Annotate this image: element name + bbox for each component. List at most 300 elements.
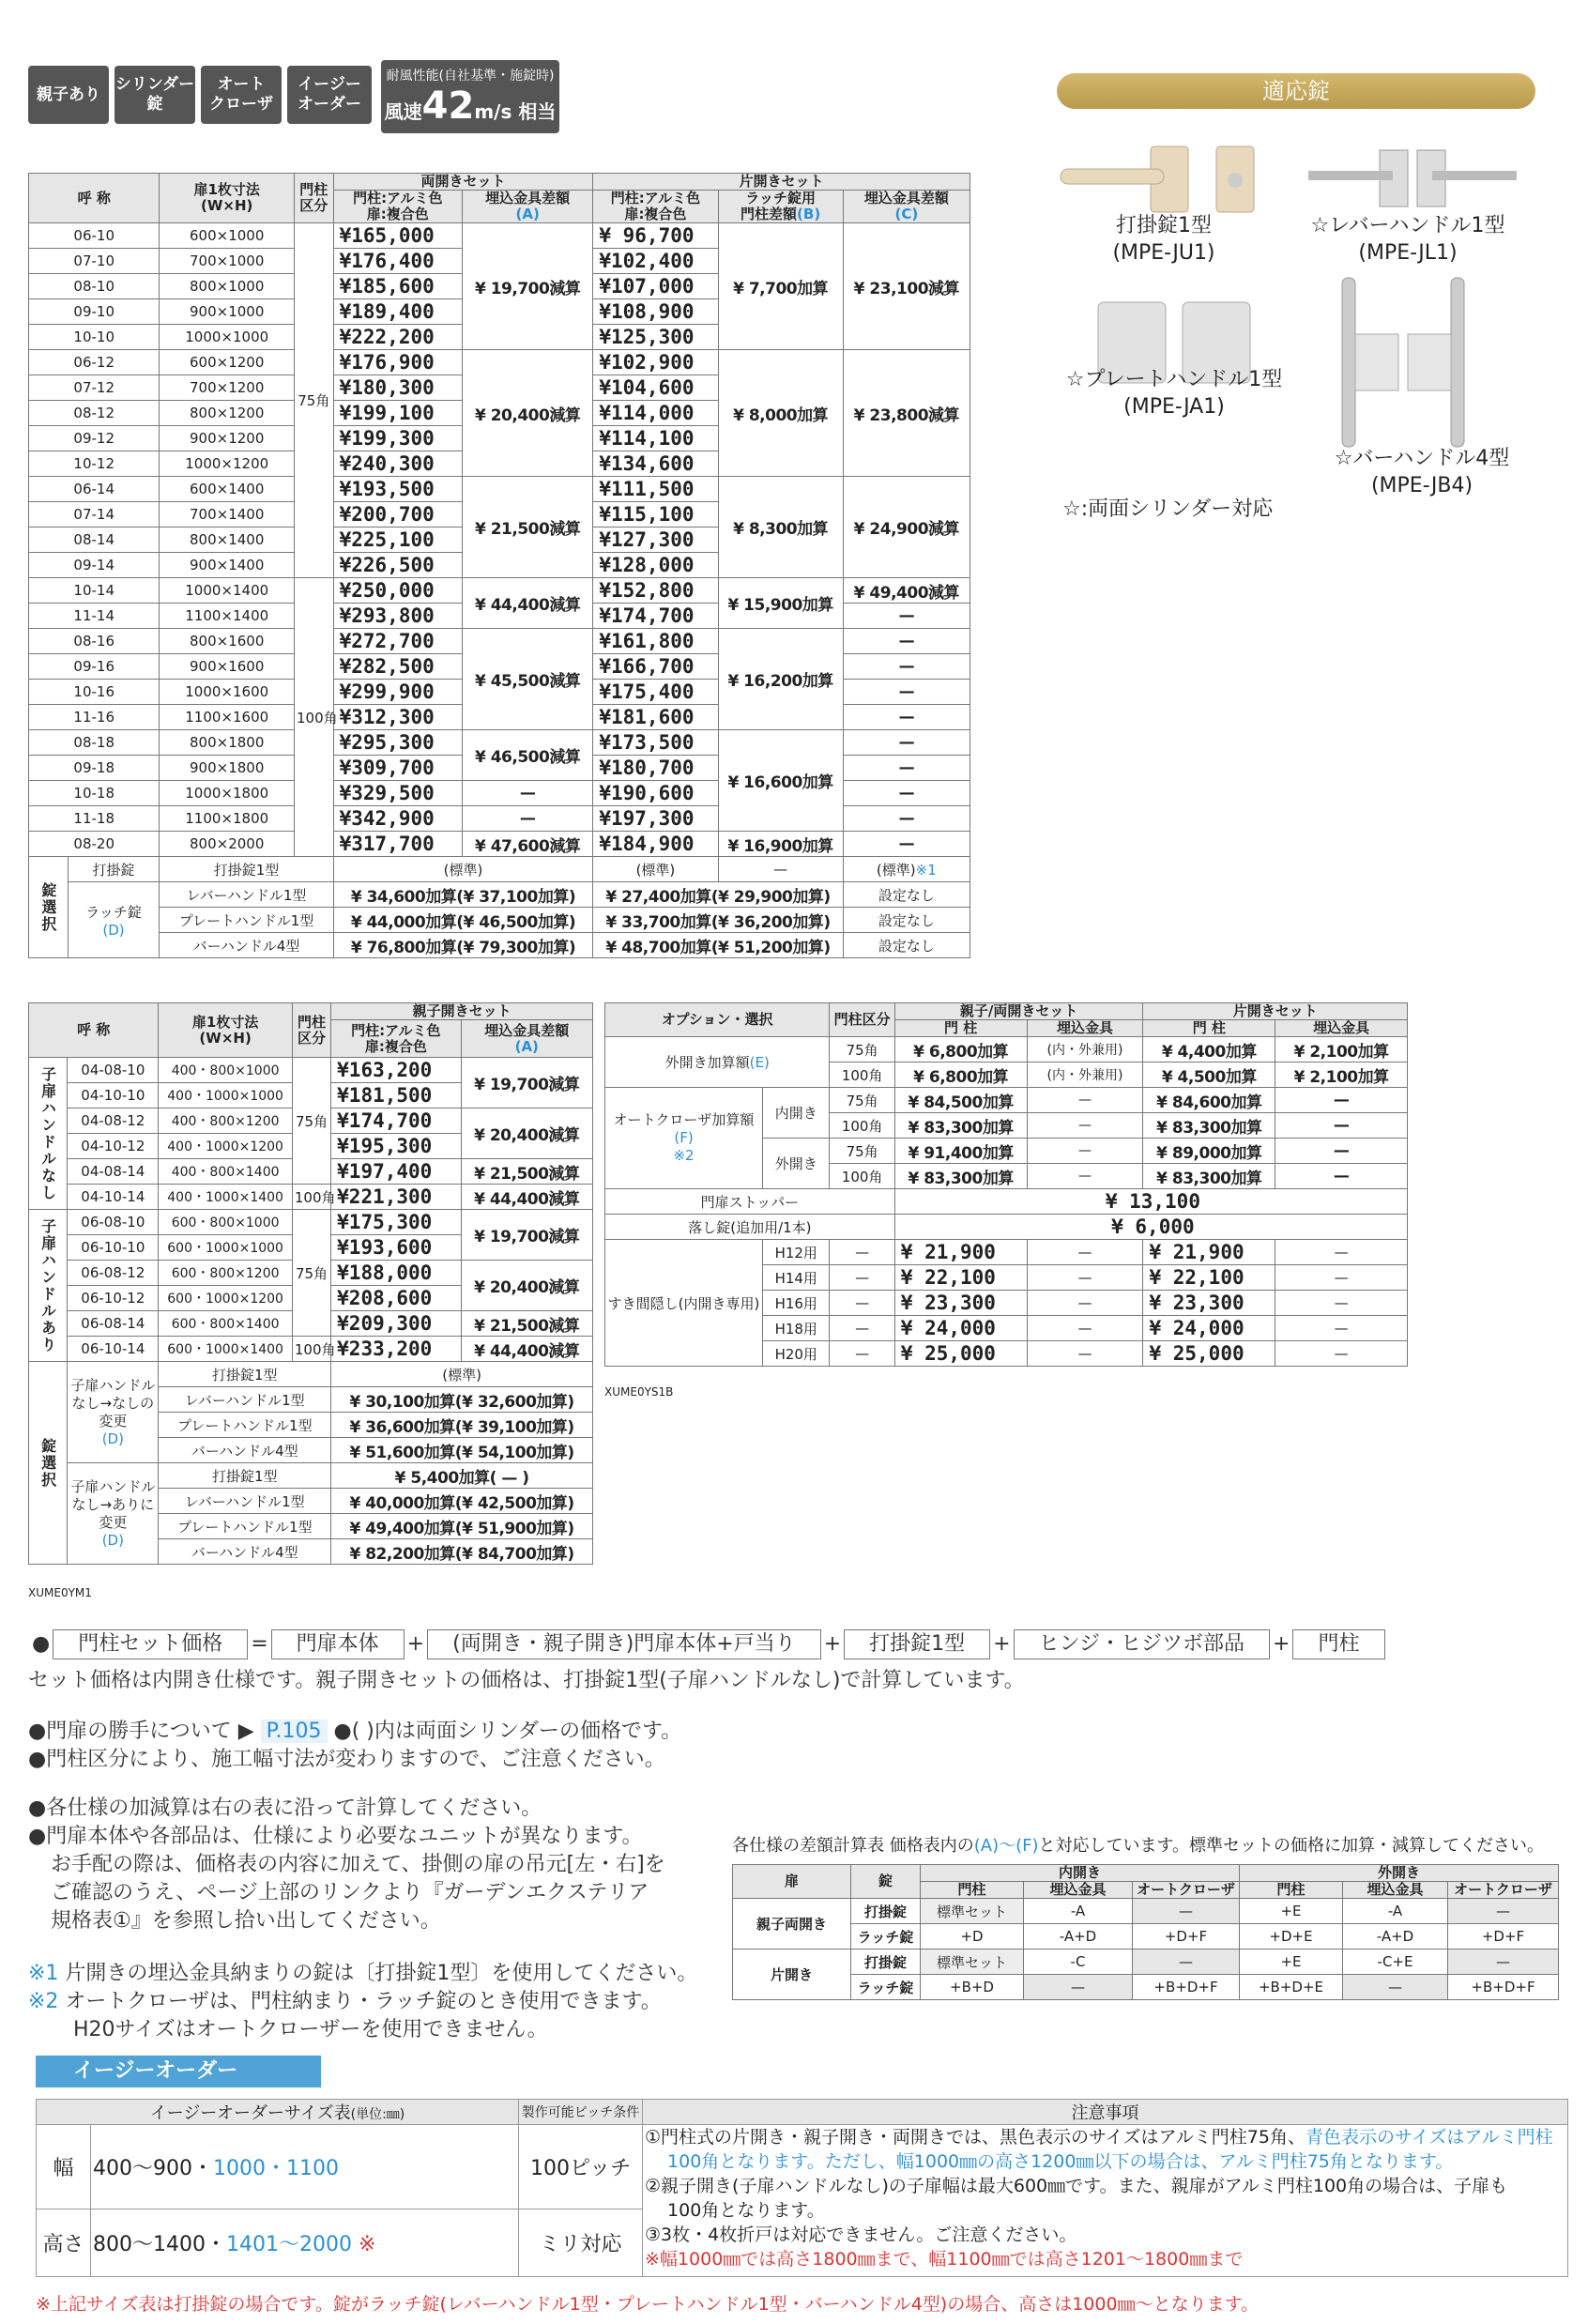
lock-row: [29, 882, 970, 908]
price-double: ¥329,500: [333, 781, 462, 806]
diff-C: —: [843, 756, 970, 781]
h2-post: 門柱 区分: [292, 1003, 330, 1058]
lock-type-1: 打掛錠: [68, 857, 160, 882]
price-double: ¥200,700: [333, 502, 462, 527]
oya-post: ¥ 91,400加算: [894, 1139, 1027, 1164]
closer-note: ※2: [673, 1147, 695, 1164]
easy-order-title: イージーオーダー: [36, 2056, 321, 2087]
table-row: [29, 578, 970, 604]
price-single: ¥114,100: [593, 426, 718, 451]
row-name: 06-14: [29, 477, 160, 502]
h2-A: [461, 1020, 592, 1058]
oya-ume: (内・外兼用): [1027, 1037, 1143, 1063]
price-double: ¥309,700: [333, 756, 462, 781]
post-100: 100角: [292, 1337, 330, 1362]
oya-post: ¥ 84,500加算: [894, 1088, 1027, 1113]
row-size: 600×1000: [160, 223, 295, 249]
h2-set: 親子開きセット: [331, 1003, 593, 1020]
eo-notes: [643, 2125, 1568, 2277]
eo-w-pitch: 100ピッチ: [519, 2125, 643, 2209]
row-name: 11-18: [29, 806, 160, 832]
price-double: ¥180,300: [333, 375, 462, 401]
lock-code-2: (MPE-JL1): [1358, 241, 1458, 265]
calc-lock: ラッチ錠: [851, 1975, 921, 2000]
calc-row: [733, 1924, 1559, 1949]
diff-A: ¥ 46,500減算: [462, 730, 592, 781]
post-size: 75角: [830, 1037, 894, 1063]
post-75: 75角: [295, 223, 334, 578]
price-single: ¥102,900: [593, 350, 718, 375]
note-unit-2: お手配の際は、価格表の内容に加えて、掛側の扉の吊元[左・右]を: [51, 1853, 665, 1876]
eo-h-val: 800〜1400・: [93, 2233, 226, 2256]
lock-code-1: (MPE-JU1): [1112, 241, 1215, 265]
lock-name-2: ☆レバーハンドル1型: [1310, 214, 1505, 237]
gap-kata: ¥ 22,100: [1143, 1265, 1275, 1291]
lock-price-single: ¥ 27,400加算(¥ 29,900加算): [593, 882, 843, 908]
calc-title: [732, 1832, 1544, 1857]
diff-A: ¥ 44,400減算: [462, 578, 592, 629]
lock-model: レバーハンドル1型: [160, 882, 333, 908]
otoshi-row: [605, 1215, 1408, 1240]
price-double: ¥176,400: [333, 249, 462, 274]
row-size: 1100×1400: [160, 604, 295, 629]
lock-std: (標準): [333, 857, 593, 882]
t2-code: XUME0YM1: [28, 1586, 92, 1599]
calc-val: 標準セット: [921, 1949, 1024, 1975]
lock-price-double: ¥ 44,000加算(¥ 46,500加算): [333, 908, 593, 933]
price-oyako: ¥208,600: [331, 1286, 461, 1311]
row-name: 09-14: [29, 553, 160, 578]
diff-A: ¥ 19,700減算: [461, 1058, 592, 1108]
kata-post: ¥ 89,000加算: [1143, 1139, 1275, 1164]
lock-price-double: ¥ 34,600加算(¥ 37,100加算): [333, 882, 593, 908]
row-name: 09-16: [29, 654, 160, 680]
h-alu: 門柱:アルミ色 扉:複合色: [333, 191, 462, 223]
lock-std-C: (標準)※1: [843, 857, 970, 882]
calc-h-post1: 門柱: [921, 1882, 1024, 1899]
gap-dash: —: [830, 1240, 894, 1265]
price-double: ¥176,900: [333, 350, 462, 375]
change-letter: (D): [101, 1430, 124, 1447]
gap-kata: ¥ 21,900: [1143, 1240, 1275, 1265]
diff-A: ¥ 20,400減算: [461, 1261, 592, 1311]
note-2-mark: ※2: [28, 1990, 59, 2013]
h3-mon2: 門 柱: [1143, 1020, 1275, 1037]
gap-size: H14用: [763, 1265, 830, 1291]
gap-dash: —: [830, 1316, 894, 1341]
calc-val: —: [1133, 1899, 1240, 1924]
calc-val: —: [1024, 1975, 1133, 2000]
diff-A: ¥ 21,500減算: [461, 1311, 592, 1337]
row-name: 06-08-14: [68, 1311, 159, 1337]
gap-size: H18用: [763, 1316, 830, 1341]
calc-door-kata: 片開き: [733, 1949, 851, 2000]
price-oyako: ¥174,700: [331, 1108, 461, 1134]
eo-h2: 製作可能ピッチ条件: [519, 2100, 643, 2125]
price-single: ¥104,600: [593, 375, 718, 401]
gap-dash: —: [1027, 1265, 1143, 1291]
wind-num: 42: [421, 84, 475, 128]
lock-note: ☆:両面シリンダー対応: [1062, 497, 1274, 521]
gap-label: すき間隠し(内開き専用): [605, 1240, 763, 1367]
formula-op: +: [993, 1632, 1011, 1656]
price-double: ¥193,500: [333, 477, 462, 502]
calc-h-ume2: 埋込金具: [1343, 1882, 1448, 1899]
diff-A: ¥ 45,500減算: [462, 629, 592, 730]
price-double: ¥226,500: [333, 553, 462, 578]
row-size: 600・1000×1000: [159, 1235, 292, 1261]
formula-term: 門柱: [1292, 1629, 1384, 1659]
note-post: ●門柱区分により、施工幅寸法が変わりますので、ご注意ください。: [28, 1748, 665, 1771]
row-size: 800×1200: [160, 401, 295, 426]
eo-n3: ③3枚・4枚折戸は対応できません。ご注意ください。: [645, 2225, 1077, 2245]
calc-lock: 打掛錠: [851, 1899, 921, 1924]
price-single: ¥128,000: [593, 553, 718, 578]
calc-h-lock: 錠: [851, 1865, 921, 1899]
lock-price-double: ¥ 76,800加算(¥ 79,300加算): [333, 933, 593, 958]
lock-code-4: (MPE-JB4): [1370, 474, 1473, 497]
row-size: 900×1000: [160, 299, 295, 325]
lock-price-single: ¥ 48,700加算(¥ 51,200加算): [593, 933, 843, 958]
t3-code: XUME0YS1B: [604, 1385, 674, 1399]
calc-val: +B+D+F: [1448, 1975, 1559, 2000]
price-double: ¥282,500: [333, 654, 462, 680]
lock-row: [29, 1362, 593, 1387]
row-size: 1000×1400: [160, 578, 295, 604]
price-single: ¥180,700: [593, 756, 718, 781]
row-name: 04-10-12: [68, 1134, 159, 1159]
row-size: 600・1000×1200: [159, 1286, 292, 1311]
kata-post: ¥ 4,500加算: [1143, 1063, 1275, 1088]
price-oyako: ¥181,500: [331, 1083, 461, 1108]
calc-title-end: と対応しています。標準セットの価格に加算・減算してください。: [1038, 1836, 1545, 1856]
eo-n2a: ②親子開き(子扉ハンドルなし)の子扉幅は最大600㎜です。また、親扉がアルミ門柱100角の場合は、子扉も: [645, 2176, 1508, 2196]
diff-A: ¥ 21,500減算: [462, 477, 592, 578]
calc-val: +E: [1240, 1899, 1343, 1924]
eo-n4: ※幅1000㎜では高さ1800㎜まで、幅1100㎜では高さ1201〜1800㎜まで: [645, 2249, 1244, 2270]
lock-none: 設定なし: [843, 882, 970, 908]
h-name: 呼 称: [29, 174, 160, 223]
price-oyako: ¥195,300: [331, 1134, 461, 1159]
oya-post: ¥ 83,300加算: [894, 1164, 1027, 1189]
page-link[interactable]: P.105: [261, 1720, 328, 1743]
row-size: 800×1400: [160, 527, 295, 553]
row-size: 900×1600: [160, 654, 295, 680]
note-calc: ●各仕様の加減算は右の表に沿って計算してください。: [28, 1797, 542, 1820]
lock-model: 打掛錠1型: [159, 1362, 331, 1387]
lock-row: [29, 933, 970, 958]
row-name: 09-18: [29, 756, 160, 781]
h-A-letter: (A): [515, 206, 540, 222]
wind-label: 耐風性能(自社基準・施錠時): [386, 69, 555, 84]
eo-h1-text: イージーオーダーサイズ表: [149, 2103, 351, 2123]
wind-badge: [381, 60, 559, 133]
calc-val: +B+D+F: [1133, 1975, 1240, 2000]
outward-letter: (E): [749, 1054, 770, 1071]
calc-val: -A: [1024, 1899, 1133, 1924]
price-oyako: ¥221,300: [331, 1185, 461, 1210]
row-name: 08-20: [29, 832, 160, 857]
note-2b: H20サイズはオートクローザーを使用できません。: [73, 2018, 548, 2041]
price-single: ¥102,400: [593, 249, 718, 274]
diff-A: ¥ 44,400減算: [461, 1337, 592, 1362]
outward-label: [605, 1037, 830, 1088]
stopper-label: 門扉ストッパー: [605, 1189, 895, 1215]
table-row: [29, 1058, 593, 1083]
gap-dash: —: [830, 1265, 894, 1291]
diff-B: ¥ 8,000加算: [718, 350, 843, 477]
calc-val: +E: [1240, 1949, 1343, 1975]
eo-foot: ※上記サイズ表は打掛錠の場合です。錠がラッチ錠(レバーハンドル1型・プレートハンドル1型・バーハンドル4型)の場合、高さは1000㎜〜となります。: [36, 2294, 1260, 2315]
table-row: [605, 1037, 1408, 1063]
lock-select-label: 錠選択: [29, 857, 69, 958]
diff-C: —: [843, 832, 970, 857]
diff-A: —: [462, 781, 592, 806]
formula-term: 門柱セット価格: [53, 1629, 248, 1659]
oya-ume: —: [1027, 1164, 1143, 1189]
price-oyako: ¥197,400: [331, 1159, 461, 1185]
lock-model: バーハンドル4型: [159, 1438, 331, 1463]
h3-post: 門柱区分: [830, 1003, 894, 1037]
price-single: ¥115,100: [593, 502, 718, 527]
wind-unit: m/s: [474, 100, 512, 123]
h-double: 両開きセット: [333, 174, 593, 191]
kata-post: ¥ 83,300加算: [1143, 1164, 1275, 1189]
eo-n2b: 100角となります。: [667, 2200, 825, 2221]
price-double: ¥165,000: [333, 223, 462, 249]
gap-kata: ¥ 24,000: [1143, 1316, 1275, 1341]
eo-h1: [37, 2100, 519, 2125]
gap-dash: —: [1027, 1240, 1143, 1265]
formula-term: (両開き・親子開き)門扉本体+戸当り: [427, 1629, 821, 1659]
gap-dash: —: [1027, 1341, 1143, 1367]
note-set-price: セット価格は内開き仕様です。親子開きセットの価格は、打掛錠1型(子扉ハンドルなし)で計算しています。: [28, 1669, 1025, 1692]
formula-term: 打掛錠1型: [844, 1629, 990, 1659]
diff-C: —: [843, 654, 970, 680]
h-B-letter: (B): [797, 206, 821, 222]
calc-val: +B+D: [921, 1975, 1024, 2000]
row-name: 11-14: [29, 604, 160, 629]
row-size: 700×1400: [160, 502, 295, 527]
price-double: ¥189,400: [333, 299, 462, 325]
diff-A: —: [462, 806, 592, 832]
price-oyako: ¥163,200: [331, 1058, 461, 1083]
formula-op: +: [1273, 1632, 1290, 1656]
price-double: ¥293,800: [333, 604, 462, 629]
post-100: 100角: [295, 578, 334, 857]
price-oyako: ¥188,000: [331, 1261, 461, 1286]
lock-model: プレートハンドル1型: [159, 1413, 331, 1438]
table-row: [29, 629, 970, 654]
otoshi-label: 落し錠(追加用/1本): [605, 1215, 895, 1240]
lock-price: ¥ 30,100加算(¥ 32,600加算): [331, 1387, 593, 1413]
row-size: 900×1800: [160, 756, 295, 781]
row-size: 1000×1800: [160, 781, 295, 806]
h2-A-letter: (A): [514, 1037, 539, 1055]
table-row: [29, 832, 970, 857]
row-size: 600・1000×1400: [159, 1337, 292, 1362]
price-double: ¥250,000: [333, 578, 462, 604]
calc-door-oyako: 親子両開き: [733, 1899, 851, 1949]
row-name: 10-16: [29, 680, 160, 705]
row-size: 400・800×1200: [159, 1108, 292, 1134]
price-double: ¥299,900: [333, 680, 462, 705]
h-C-label: 埋込金具差額: [863, 190, 949, 206]
h-size: 扉1枚寸法 (W×H): [160, 174, 295, 223]
lock-model: 打掛錠1型: [159, 1463, 331, 1489]
price-oyako: ¥175,300: [331, 1210, 461, 1235]
note-unit: ●門扉本体や各部品は、仕様により必要なユニットが異なります。: [28, 1825, 643, 1848]
lock-row: [29, 857, 970, 882]
kata-ume: ¥ 2,100加算: [1275, 1063, 1408, 1088]
eo-w-label: 幅: [37, 2125, 91, 2209]
table-oyako: [28, 1002, 593, 1565]
row-size: 600・800×1200: [159, 1261, 292, 1286]
formula-term: 門扉本体: [271, 1629, 405, 1659]
oya-post: ¥ 6,800加算: [894, 1063, 1027, 1088]
post-size: 100角: [830, 1063, 894, 1088]
diff-A: ¥ 44,400減算: [461, 1185, 592, 1210]
eo-h1-unit: (単位:㎜): [350, 2107, 405, 2122]
note-katte: [28, 1718, 681, 1746]
eo-w-blue: 1000・1100: [212, 2157, 339, 2180]
post-75: 75角: [292, 1058, 330, 1185]
price-single: ¥166,700: [593, 654, 718, 680]
price-double: ¥225,100: [333, 527, 462, 553]
lock-price: ¥ 40,000加算(¥ 42,500加算): [331, 1489, 593, 1514]
h3-ume: 埋込金具: [1027, 1020, 1143, 1037]
h-A-label: 埋込金具差額: [485, 190, 571, 206]
price-single: ¥127,300: [593, 527, 718, 553]
calc-title-text: 各仕様の差額計算表 価格表内の: [732, 1836, 974, 1856]
calc-row: [733, 1975, 1559, 2000]
diff-C: ¥ 49,400減算: [843, 578, 970, 604]
group-no-handle: 子扉ハンドルなし: [29, 1058, 68, 1210]
row-name: 09-10: [29, 299, 160, 325]
price-single: ¥152,800: [593, 578, 718, 604]
price-double: ¥199,100: [333, 401, 462, 426]
badge-cylinder: シリンダー 錠: [115, 66, 195, 124]
gap-dash: —: [1275, 1341, 1408, 1367]
diff-C: ¥ 23,800減算: [843, 350, 970, 477]
stopper-row: [605, 1189, 1408, 1215]
h-C: [843, 191, 970, 223]
lock-price: ¥ 51,600加算(¥ 54,100加算): [331, 1438, 593, 1463]
row-name: 08-10: [29, 274, 160, 299]
row-name: 08-16: [29, 629, 160, 654]
lock-price: ¥ 5,400加算( — ): [331, 1463, 593, 1489]
diff-B: ¥ 15,900加算: [718, 578, 843, 629]
price-single: ¥161,800: [593, 629, 718, 654]
inward: 内開き: [763, 1088, 830, 1139]
calc-val: +D+E: [1240, 1924, 1343, 1949]
row-name: 11-16: [29, 705, 160, 730]
formula-op: +: [406, 1632, 425, 1656]
price-double: ¥295,300: [333, 730, 462, 756]
h2-alu: 門柱:アルミ色 扉:複合色: [331, 1020, 461, 1058]
lock-row: [29, 908, 970, 933]
change-label: 子扉ハンドルなし→ありに変更: [70, 1477, 156, 1531]
lock-model: レバーハンドル1型: [159, 1489, 331, 1514]
calc-lock: ラッチ錠: [851, 1924, 921, 1949]
row-size: 600×1400: [160, 477, 295, 502]
bar-handle-icon: [1333, 278, 1473, 447]
note-katte-text: ●門扉の勝手について ▶: [28, 1720, 261, 1743]
lock-price: ¥ 49,400加算(¥ 51,900加算): [331, 1514, 593, 1539]
h-A: [462, 191, 592, 223]
price-single: ¥181,600: [593, 705, 718, 730]
diff-B: ¥ 16,600加算: [718, 730, 843, 832]
calc-val: 標準セット: [921, 1899, 1024, 1924]
row-name: 06-10-10: [68, 1235, 159, 1261]
lock-name-1: 打掛錠1型: [1116, 214, 1212, 237]
row-name: 04-08-14: [68, 1159, 159, 1185]
closer-label: [605, 1088, 763, 1189]
eo-w-val: 400〜900・: [93, 2157, 213, 2180]
gap-oya: ¥ 22,100: [894, 1265, 1027, 1291]
calc-val: -A+D: [1024, 1924, 1133, 1949]
lock-model: バーハンドル4型: [159, 1539, 331, 1565]
kata-ume: —: [1275, 1088, 1408, 1113]
kata-post: ¥ 83,300加算: [1143, 1113, 1275, 1139]
formula-op: +: [823, 1632, 842, 1656]
gap-kata: ¥ 23,300: [1143, 1291, 1275, 1316]
row-name: 10-14: [29, 578, 160, 604]
price-single: ¥174,700: [593, 604, 718, 629]
oya-ume: —: [1027, 1113, 1143, 1139]
table-row: [29, 477, 970, 502]
row-size: 1100×1800: [160, 806, 295, 832]
formula: ● 門柱セット価格 = 門扉本体 + (両開き・親子開き)門扉本体+戸当り + 打掛錠1型 + ヒンジ・ヒジツボ部品 + 門柱: [32, 1629, 1388, 1659]
gap-dash: —: [1275, 1291, 1408, 1316]
table-row: [29, 730, 970, 756]
h2-size: 扉1枚寸法 (W×H): [159, 1003, 292, 1058]
row-size: 700×1000: [160, 249, 295, 274]
latch-label: ラッチ錠: [85, 903, 142, 921]
note-1: [28, 1960, 697, 1988]
row-size: 800×1600: [160, 629, 295, 654]
badge-closer: オート クローザ: [201, 66, 282, 124]
calc-lock: 打掛錠: [851, 1949, 921, 1975]
closer-text: オートクローザ加算額: [613, 1111, 755, 1128]
row-name: 07-12: [29, 375, 160, 401]
diff-C: ¥ 23,100減算: [843, 223, 970, 350]
diff-C: ¥ 24,900減算: [843, 477, 970, 578]
lock-dash: —: [718, 857, 843, 882]
diff-A: ¥ 47,600減算: [462, 832, 592, 857]
gap-kata: ¥ 25,000: [1143, 1341, 1275, 1367]
calc-val: -C: [1024, 1949, 1133, 1975]
oya-ume: (内・外兼用): [1027, 1063, 1143, 1088]
row-name: 07-14: [29, 502, 160, 527]
lock-code-3: (MPE-JA1): [1123, 395, 1225, 419]
calc-val: -A+D: [1343, 1924, 1448, 1949]
eo-h-blue: 1401〜2000: [225, 2233, 352, 2256]
note-cylinder: ●( )内は両面シリンダーの価格です。: [327, 1720, 682, 1743]
eo-n1b: 青色表示のサイズはアルミ門柱: [1305, 2127, 1553, 2148]
row-size: 1000×1600: [160, 680, 295, 705]
note-unit-3: ご確認のうえ、ページ上部のリンクより『ガーデンエクステリア: [51, 1881, 649, 1904]
post-size: 100角: [830, 1113, 894, 1139]
lock-price: (標準): [331, 1362, 593, 1387]
gap-dash: —: [1027, 1291, 1143, 1316]
oya-post: ¥ 6,800加算: [894, 1037, 1027, 1063]
price-double: ¥317,700: [333, 832, 462, 857]
diff-C: —: [843, 604, 970, 629]
price-single: ¥107,000: [593, 274, 718, 299]
calc-val: —: [1343, 1975, 1448, 2000]
calc-val: +D+F: [1133, 1924, 1240, 1949]
